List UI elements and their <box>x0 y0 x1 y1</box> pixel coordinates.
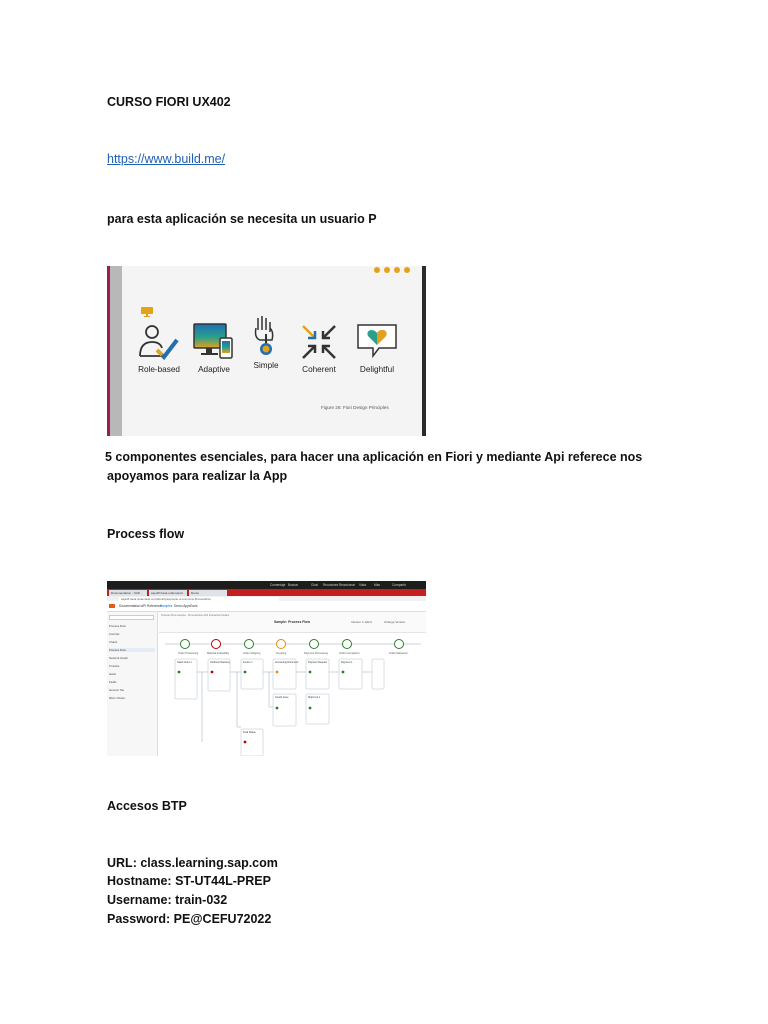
browser-tab[interactable]: sapui5.hana.ondemand... <box>149 590 187 596</box>
principle-delightful <box>345 322 409 374</box>
sidebar-item[interactable]: Controls <box>109 632 120 636</box>
principle-label: Delightful <box>359 365 395 374</box>
lane-label: Order Shipping <box>243 652 261 655</box>
nav-item[interactable]: Documentation <box>119 604 141 608</box>
process-flow-screenshot <box>107 581 426 756</box>
sidebar-item[interactable]: Fields <box>109 680 117 684</box>
browser-tab-bar <box>107 589 426 596</box>
sap-app-bar <box>107 601 426 612</box>
title-bar-item: Chat <box>311 583 318 587</box>
nav-item[interactable]: API Reference <box>141 604 162 608</box>
node-title: Payment 1 <box>341 661 353 664</box>
sidebar-item[interactable]: Network Graph <box>109 656 128 660</box>
node-title: Shipment 1 <box>308 696 321 699</box>
fiori-principles-image <box>107 266 426 436</box>
lane-label: Order Delivered <box>389 652 408 655</box>
devices-icon <box>192 322 236 362</box>
sidebar-item[interactable]: Process Flow <box>109 624 126 628</box>
sidebar-item[interactable]: Generic Tile <box>109 688 124 692</box>
principle-label: Adaptive <box>198 365 230 374</box>
sidebar-item[interactable]: Micro Charts <box>109 696 125 700</box>
lane-label: Invoicing <box>276 652 287 655</box>
node-title: Outbound Delivery <box>210 661 230 664</box>
presentation-icon <box>141 304 153 322</box>
nav-item[interactable]: Demo Apps <box>174 604 191 608</box>
document-title: CURSO FIORI UX402 <box>107 95 231 109</box>
dots-decoration <box>374 267 410 273</box>
lane-label: Order Processing <box>178 652 199 655</box>
nav-item[interactable]: Samples <box>160 604 173 608</box>
version-label: Version 1.120.0 <box>351 620 372 624</box>
flow-node[interactable] <box>372 659 384 689</box>
browser-tab[interactable]: Documentation - SAP... <box>109 590 147 596</box>
principle-label: Coherent <box>302 365 336 374</box>
node-title: Sales Order 1 <box>177 661 192 664</box>
btp-username: Username: train-032 <box>107 893 228 907</box>
change-version-button[interactable]: Change Version <box>384 620 406 624</box>
gray-bar <box>110 266 122 436</box>
title-bar-item: Vista <box>359 583 367 587</box>
person-check-icon <box>137 322 181 362</box>
node-title: Invoice 1 <box>243 661 253 664</box>
page-title: Sample: Process Flow <box>274 620 310 624</box>
components-line-1: 5 componentes esenciales, para hacer una aplicación en Fiori y mediante Api referece nos <box>105 450 643 464</box>
components-line-2: apoyamos para realizar la App <box>107 469 288 483</box>
btp-access-heading: Accesos BTP <box>107 799 187 813</box>
process-flow-diagram <box>159 632 426 756</box>
flow-nodes <box>175 659 384 756</box>
title-bar-item: Comentaje <box>270 583 286 587</box>
nav-item[interactable]: Tools <box>190 604 198 608</box>
title-bar-item: Más <box>374 583 381 587</box>
hand-touch-icon <box>244 314 288 358</box>
breadcrumb: Process Flow sample - ProcessFlow with Interactive Nodes <box>161 614 230 617</box>
principle-label: Simple <box>253 361 279 370</box>
sample-header <box>159 612 426 633</box>
principle-label: Role-based <box>138 365 180 374</box>
user-requirement-note: para esta aplicación se necesita un usuario P <box>107 212 377 226</box>
arrows-converge-icon <box>297 322 341 362</box>
title-bar-item: Buscar <box>288 583 298 587</box>
build-me-link[interactable]: https://www.build.me/ <box>107 152 226 166</box>
window-title-bar <box>107 581 426 589</box>
figure-caption: Figure 26: Fiori Design Principles <box>321 405 389 410</box>
samples-sidebar <box>107 612 158 756</box>
lane-label: Payment Processing <box>304 652 328 655</box>
node-title: Payment Request <box>308 661 328 664</box>
heart-bubble-icon <box>355 322 399 362</box>
btp-url: URL: class.learning.sap.com <box>107 856 278 870</box>
title-bar-item: Reuniones <box>323 583 339 587</box>
btp-hostname: Hostname: ST-UT44L-PREP <box>107 874 271 888</box>
sidebar-item[interactable]: Charts <box>109 640 118 644</box>
sidebar-item[interactable]: Timeline <box>109 664 120 668</box>
principle-coherent <box>287 322 351 374</box>
node-title: Final Status <box>243 731 256 734</box>
sidebar-item[interactable]: Gantt <box>109 672 116 676</box>
sidebar-search-input[interactable] <box>109 615 154 620</box>
node-title: Goods Issue <box>275 696 289 699</box>
flow-node[interactable] <box>175 659 197 699</box>
btp-password: Password: PE@CEFU72022 <box>107 912 272 926</box>
sidebar-item[interactable]: Process Flow <box>109 648 155 652</box>
title-bar-item: Reaccionar <box>339 583 356 587</box>
node-title: Accounting Document <box>275 661 299 664</box>
dark-edge <box>422 266 426 436</box>
process-flow-heading: Process flow <box>107 527 185 541</box>
title-bar-item: Compartir <box>392 583 406 587</box>
url-field[interactable]: sapui5.hana.ondemand.com/#/entity/sap.suite.ui.commons.ProcessFlow <box>119 597 279 601</box>
lane-label: Order Completion <box>339 652 360 655</box>
lane-label: Material Availability <box>207 652 230 655</box>
browser-tab[interactable]: Demo <box>189 590 227 596</box>
sap-logo-icon <box>109 604 115 608</box>
